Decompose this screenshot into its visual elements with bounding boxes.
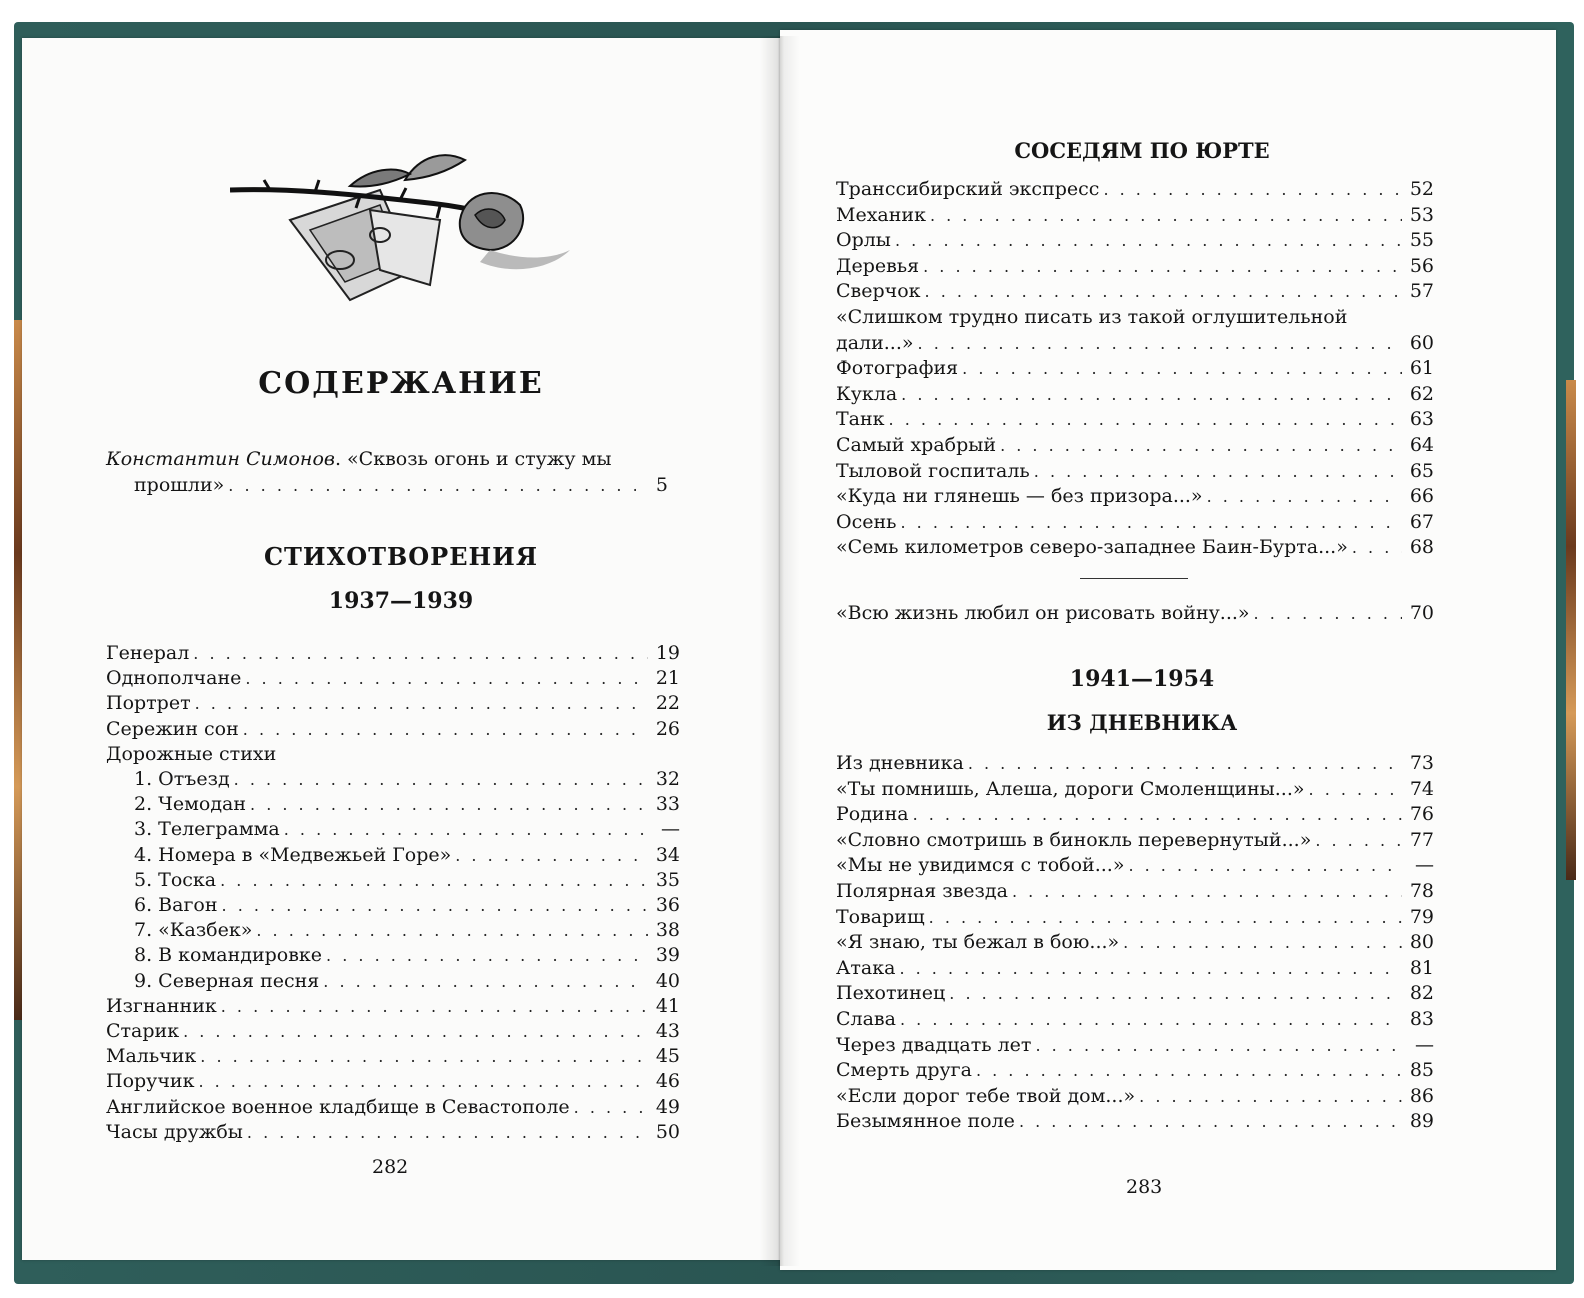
toc-entry-title: 7. «Казбек» [134,919,253,942]
toc-entry-page: 62 [1409,382,1434,405]
toc-entry [836,803,1434,826]
toc-entry [836,460,1434,483]
toc-sub-entry [134,844,680,867]
dot-leader [250,794,648,816]
dot-leader [1103,179,1402,201]
toc-group-title: Дорожные стихи [106,742,277,765]
toc-entry-title: «Словно смотришь в бинокль перевернутый...» [836,828,1312,851]
toc-entry [836,982,1434,1005]
dot-leader [284,819,648,841]
toc-entry-page: 55 [1409,229,1434,252]
toc-entry [836,229,1434,252]
dot-leader [183,1021,648,1043]
toc-entry-title: «Я знаю, ты бежал в бою...» [836,931,1120,954]
toc-entry-page: 41 [655,994,680,1017]
toc-entry-page: 64 [1409,434,1434,456]
toc-entry [836,332,1434,355]
toc-entry [836,357,1434,380]
toc-entry-title: Изгнанник [106,994,217,1017]
dot-leader [222,895,648,917]
toc-entry-page: 79 [1409,905,1434,928]
toc-entry-page: 57 [1409,280,1434,303]
toc-entry [836,255,1434,278]
toc-entry-page: 85 [1409,1059,1434,1082]
toc-entry-title: Смерть друга [836,1059,972,1082]
dot-leader [245,668,648,690]
dot-leader [323,971,648,993]
dot-leader [895,230,1402,252]
toc-entry-title: 1. Отъезд [134,768,230,790]
dot-leader [913,804,1402,826]
toc-entry-page: 56 [1409,254,1434,277]
toc-entry-title: Английское военное кладбище в Севастополе [106,1095,570,1118]
toc-sub-entry [134,768,680,791]
dot-leader [326,945,648,967]
dot-leader [221,996,648,1018]
toc-entry-page: 81 [1409,956,1434,979]
toc-entry-page: 22 [655,692,680,715]
left-page [22,38,780,1260]
toc-entry-page: 52 [1409,178,1434,200]
dot-leader [1207,486,1402,508]
toc-entry-page: 73 [1409,752,1434,774]
dot-leader [200,1046,648,1068]
dot-leader [889,409,1402,431]
toc-entry-title: Родина [836,803,909,826]
toc-entry-page: 34 [655,843,680,866]
toc-entry-page: 68 [1409,536,1434,559]
dot-leader [901,384,1402,406]
intro-page: 5 [655,474,668,496]
rose-and-letters-illustration [230,150,570,310]
toc-entry-title: Тыловой госпиталь [836,459,1030,482]
toc-entry-page: 46 [655,1070,680,1093]
toc-entry-page: 70 [1409,602,1434,624]
toc-entry-title: 4. Номера в «Медвежьей Горе» [134,843,452,866]
intro-entry [134,474,668,497]
toc-entry [836,1034,1434,1057]
toc-sub-entry [134,919,680,942]
toc-sub-entry [134,970,680,993]
toc-entry-title: Мальчик [106,1045,197,1068]
toc-entry [836,434,1434,457]
toc-sub-entry [134,894,680,917]
toc-entry [836,280,1434,303]
toc-entry-title: Сережин сон [106,717,239,740]
dot-leader [1254,603,1402,625]
dot-leader [1315,830,1402,852]
toc-entry-page: 45 [655,1045,680,1068]
section-title-neighbors: СОСЕДЯМ ПО ЮРТЕ [1014,138,1270,163]
toc-entry-title: Самый храбрый [836,434,997,456]
toc-entry-title: Деревья [836,254,920,277]
subsection-title-diary: ИЗ ДНЕВНИКА [1046,710,1238,735]
toc-entry [106,995,680,1018]
toc-entry-title: Слава [836,1008,896,1030]
toc-entry-title: дали...» [836,331,914,354]
toc-entry-page: 76 [1409,803,1434,826]
dot-leader [195,693,648,715]
toc-entry [836,511,1434,534]
toc-entry-title: 3. Телеграмма [134,818,280,841]
toc-entry-title: Старик [106,1020,180,1042]
intro-entry-line1 [106,448,611,470]
section-title-poems: СТИХОТВОРЕНИЯ [263,542,539,571]
dot-leader [929,907,1402,929]
toc-entry-title: Механик [836,203,926,226]
dot-leader [900,1009,1402,1031]
toc-entry [106,1096,680,1119]
toc-entry-title: Фотография [836,357,959,380]
toc-entry-page: 74 [1409,777,1434,800]
toc-entry [836,752,1434,775]
page-number-left: 282 [372,1156,409,1178]
toc-entry-page: 43 [655,1020,680,1042]
toc-entry-title: Транссибирский экспресс [836,178,1100,200]
toc-entry-page: 77 [1409,828,1434,851]
toc-entry-page: 39 [655,944,680,967]
toc-entry-page: 26 [655,717,680,740]
dot-leader [220,870,648,892]
toc-entry-page: 65 [1409,459,1434,482]
toc-entry [836,408,1434,431]
toc-entry-page: 61 [1409,357,1434,380]
toc-entry-page: 89 [1409,1110,1434,1133]
toc-entry [106,642,680,665]
toc-entry-page: 66 [1409,485,1434,508]
toc-entry-page: 86 [1409,1084,1434,1107]
toc-entry-title: 6. Вагон [134,894,218,916]
toc-entry-title: Товарищ [836,905,925,928]
toc-entry-title: Танк [836,408,885,431]
dot-leader [1128,855,1402,877]
dot-leader [918,333,1402,355]
dot-leader [247,1122,648,1144]
years-heading: 1937—1939 [328,588,474,614]
toc-entry-title: Пехотинец [836,982,946,1005]
toc-entry-title: Портрет [106,692,191,715]
toc-entry [836,906,1434,929]
toc-entry-title: «Ты помнишь, Алеша, дороги Смоленщины...» [836,777,1305,800]
dot-leader [962,358,1402,380]
toc-entry [106,667,680,690]
toc-entry-title: 9. Северная песня [134,969,320,992]
toc-entry-page: 50 [655,1120,680,1143]
toc-entry [836,880,1434,903]
toc-entry [836,1110,1434,1133]
toc-entry [106,1121,680,1144]
toc-entry-title: «Семь километров северо-западнее Баин-Бурта...» [836,536,1348,559]
toc-entry [836,957,1434,980]
toc-entry-title: Атака [836,956,896,979]
dot-leader [1000,435,1402,457]
toc-entry-title: 2. Чемодан [134,793,247,816]
dot-leader [1019,1111,1402,1133]
toc-entry-page: 60 [1409,331,1434,354]
dot-leader [899,958,1402,980]
toc-entry [836,485,1434,508]
dot-leader [1139,1086,1402,1108]
dot-leader [1352,537,1402,559]
toc-entry-page: 32 [655,768,680,790]
toc-entry-page: 19 [655,642,680,664]
toc-sub-entry [134,818,680,841]
intro-author: Константин Симонов [106,448,335,470]
toc-entry-page: 33 [655,793,680,816]
toc-entry-title: «Если дорог тебе твой дом...» [836,1084,1136,1107]
dot-leader [1034,461,1402,483]
toc-entry-title: Сверчок [836,280,921,303]
toc-entry-page: 21 [655,667,680,690]
toc-entry-title: 8. В командировке [134,944,323,967]
toc-entry-title: 5. Тоска [134,868,217,891]
toc-entry [836,178,1434,201]
toc-entry-title: Через двадцать лет [836,1033,1032,1056]
right-page [780,30,1556,1270]
toc-entry [836,931,1434,954]
toc-entry-page: 49 [655,1095,680,1118]
toc-entry-page: 35 [655,868,680,891]
toc-entry [836,1008,1434,1031]
toc-entry-page: 36 [655,894,680,916]
separator-rule [1080,578,1188,579]
dot-leader [574,1097,648,1119]
dot-leader [923,256,1402,278]
toc-entry-title: Осень [836,510,897,533]
toc-sub-entry [134,869,680,892]
toc-entry-title: «Всю жизнь любил он рисовать войну...» [836,602,1250,624]
toc-entry-page: 82 [1409,982,1434,1005]
toc-entry-title: Поручик [106,1070,195,1093]
toc-entry-title: Однополчане [106,667,242,690]
dot-leader [256,920,648,942]
toc-entry [106,1020,680,1043]
toc-entry-title: «Мы не увидимся с тобой...» [836,854,1125,877]
dot-leader [193,643,648,665]
dot-leader [1309,779,1402,801]
toc-entry-page: 67 [1409,510,1434,533]
dot-leader [1123,932,1402,954]
toc-entry-page: 53 [1409,203,1434,226]
toc-entry [836,778,1434,801]
dot-leader [900,512,1402,534]
toc-entry-title: Безымянное поле [836,1110,1015,1133]
toc-entry [106,718,680,741]
toc-entry-page: — [661,818,680,841]
toc-entry [836,829,1434,852]
toc-entry [836,854,1434,877]
toc-entry-title: Орлы [836,229,891,252]
toc-entry-page: 80 [1409,931,1434,954]
dot-leader [930,205,1402,227]
page-number-right: 283 [1126,1176,1163,1198]
toc-entry-line1: «Слишком трудно писать из такой оглушительной [836,306,1348,328]
dot-leader [243,719,648,741]
intro-title-line1: . «Сквозь огонь и стужу мы [334,448,612,470]
dot-leader [949,983,1402,1005]
dot-leader [925,281,1402,303]
toc-entry-title: Полярная звезда [836,880,1008,902]
dot-leader [234,769,648,791]
dot-leader [968,753,1402,775]
toc-entry [836,602,1434,625]
toc-entry-title: «Куда ни глянешь — без призора...» [836,485,1203,508]
toc-entry-title: Из дневника [836,752,964,774]
dot-leader [1012,881,1402,903]
toc-entry-page: 83 [1409,1008,1434,1030]
intro-title-line2: прошли» [134,474,225,496]
toc-entry-title: Часы дружбы [106,1120,243,1143]
dot-leader [455,845,648,867]
toc-entry-page: 78 [1409,880,1434,902]
toc-entry-page: — [1415,854,1434,877]
toc-entry [836,536,1434,559]
toc-entry-page: — [1415,1033,1434,1056]
toc-sub-entry [134,944,680,967]
cover-illustration-edge [14,320,22,1020]
dot-leader [1035,1035,1402,1057]
toc-entry-title: Генерал [106,642,190,664]
toc-entry [106,1045,680,1068]
toc-sub-entry [134,793,680,816]
dot-leader [976,1060,1402,1082]
toc-entry-page: 38 [655,919,680,942]
toc-entry-page: 63 [1409,408,1434,431]
toc-entry [106,1070,680,1093]
years-heading: 1941—1954 [1069,666,1215,692]
toc-entry [836,1085,1434,1108]
toc-entry [106,692,680,715]
toc-entry-title: Кукла [836,382,898,405]
cover-illustration-edge [1566,380,1576,880]
dot-leader [198,1071,648,1093]
toc-entry-page: 40 [655,969,680,992]
contents-heading: СОДЕРЖАНИЕ [258,366,544,401]
toc-entry [836,1059,1434,1082]
toc-entry [836,204,1434,227]
toc-entry [836,383,1434,406]
